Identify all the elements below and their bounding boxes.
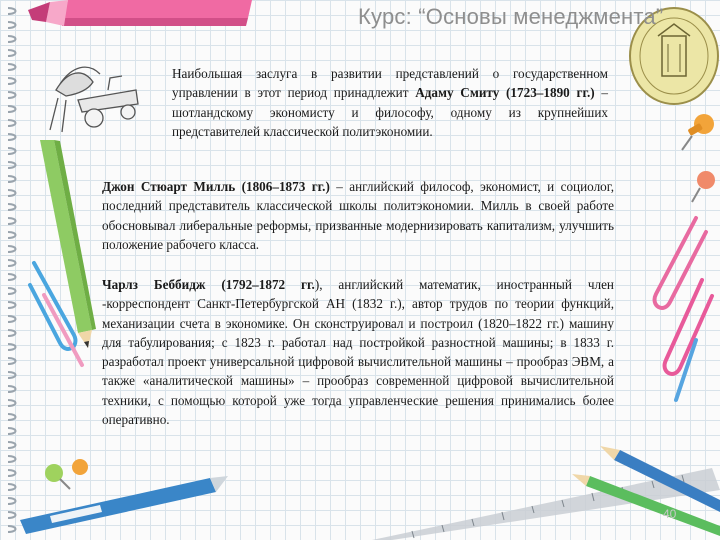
paper-clip-icon [636,210,720,410]
paper-clip-icon [24,255,94,375]
pushpin-icon [688,168,720,208]
pink-marker-icon [20,0,260,60]
page-number: 40 [663,507,677,521]
pencil-icon [560,430,720,540]
bold-name: Адаму Смиту (1723–1890 гг.) [415,85,595,101]
pushpin-icon [680,110,720,160]
bold-name: Чарлз Беббидж (1792–1872 гг. [102,277,315,292]
paragraph-text: Наибольшая заслуга в развитии представлений о государственном управлении в этот период принадлежит [172,66,608,101]
paragraph-john-stuart-mill [102,177,614,254]
paragraph-charles-babbage [102,275,614,429]
spiral-binding [6,0,20,540]
paragraph-text: – шотландскому экономисту и философу, одному из крупнейших представителей классической политэкономии. [172,85,608,139]
bold-name: Джон Стюарт Милль (1806–1873 гг.) [102,179,330,194]
paragraph-adam-smith [172,64,608,141]
paragraph-text: ), английский математик, иностранный член -корреспондент Санкт-Петербургской АН (1832 г.), автор трудов по теории функций, механизации счета в экономике. Он сконструировал и построил (1820–1822 гг.) машину для табулирования; с 1823 г. работал над постройкой разностной машины; в 1833 г. разработал проект универсальной цифровой вычислительной машины – прообраз ЭВМ, а также «аналитической машины» – прообраз современной цифровой вычислительной техники, с помощью которой уже тогда управленческие решения принимались более оперативно. [102,277,614,428]
paragraph-text: – английский философ, экономист, и социолог, последний представитель классической школы политэкономии. Милль в своей работе обосновывал либеральные реформы, призванные модернизировать капитализм, улучшить положение рабочего класса. [102,179,614,252]
pen-icon [10,470,230,540]
page-title: Курс: “Основы менеджмента” [358,4,664,29]
flying-machine-illustration [48,60,143,140]
